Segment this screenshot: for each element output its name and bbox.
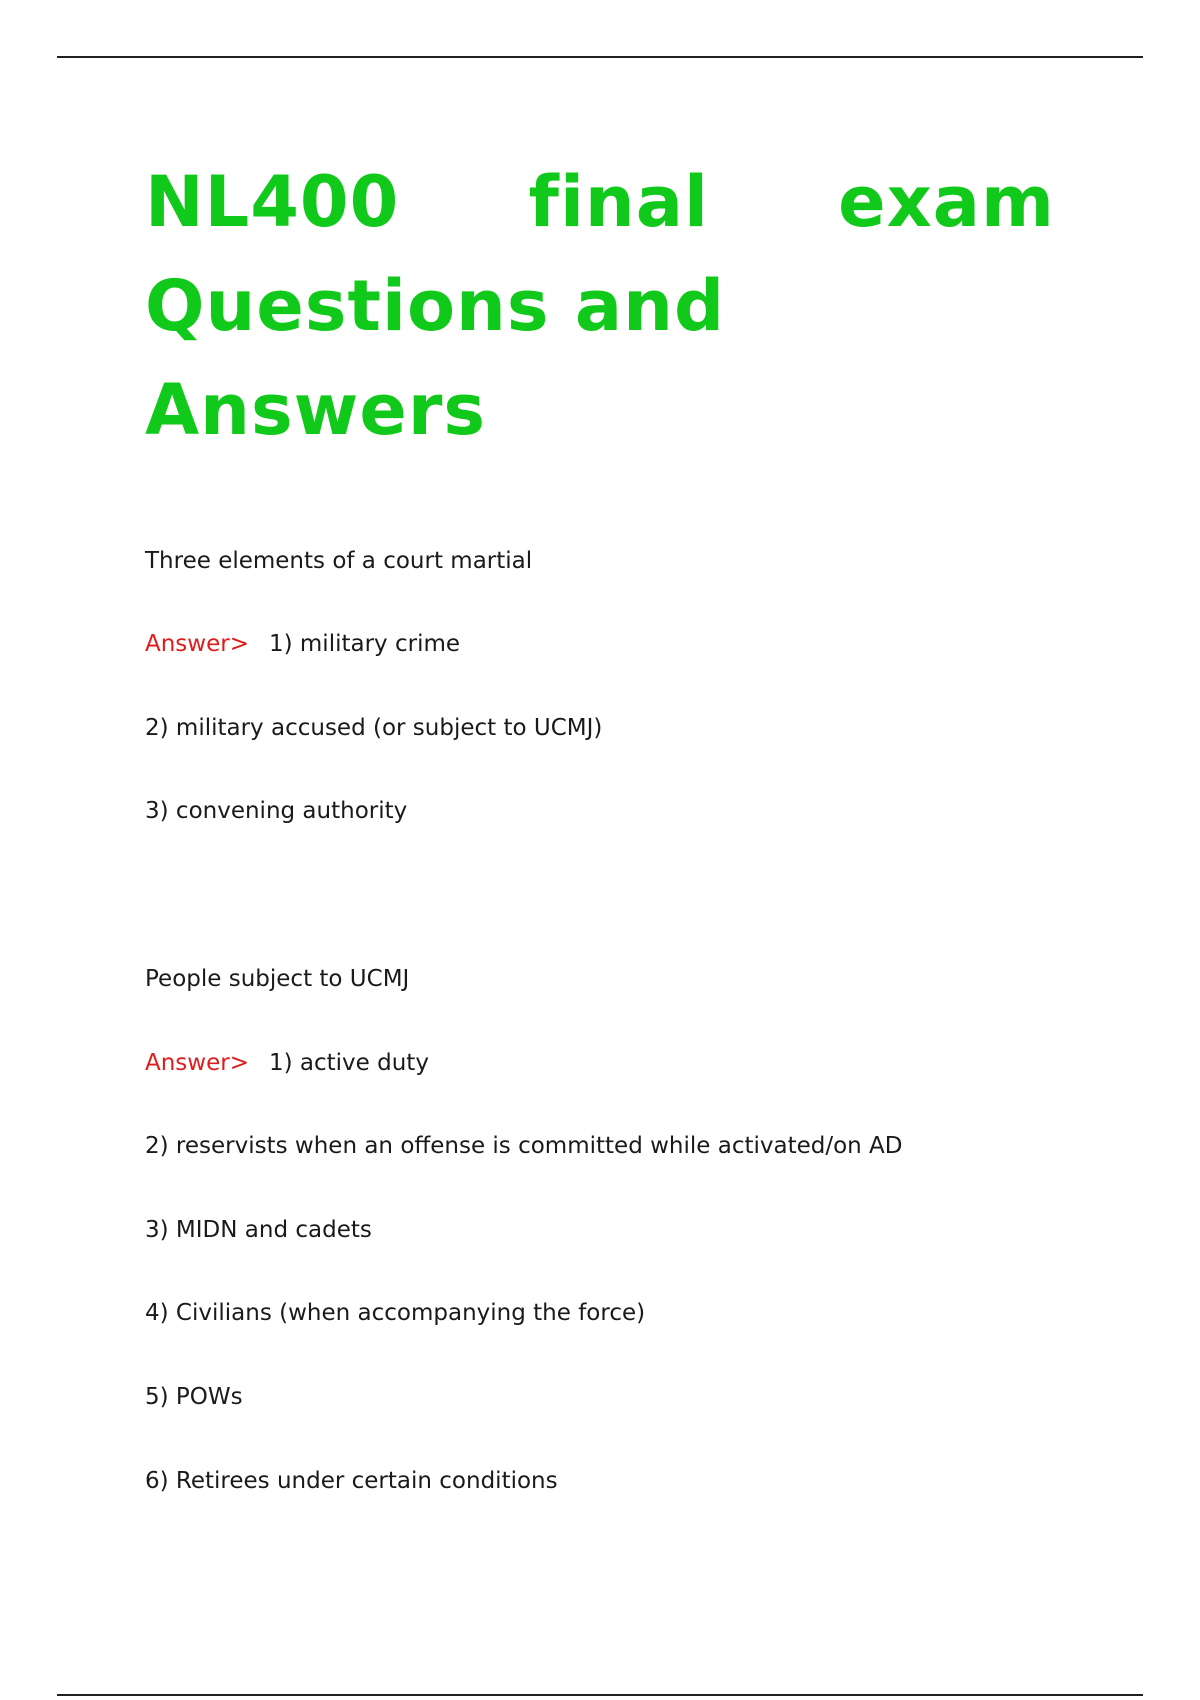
- answer-item: 6) Retirees under certain conditions: [145, 1468, 558, 1494]
- answer-text: 1) military crime: [268, 631, 461, 657]
- document-title: [145, 150, 1055, 462]
- answer-line: [145, 630, 460, 658]
- answer-item: 2) reservists when an offense is committed while activated/on AD: [145, 1133, 903, 1159]
- answer-item: 5) POWs: [145, 1384, 243, 1410]
- answer-marker: Answer>: [145, 631, 249, 657]
- title-line-1: [145, 150, 1055, 254]
- question-text: People subject to UCMJ: [145, 966, 410, 992]
- question-text: Three elements of a court martial: [145, 548, 533, 574]
- answer-line: [145, 1049, 429, 1077]
- answer-text: 1) active duty: [268, 1050, 429, 1076]
- answer-item: 3) MIDN and cadets: [145, 1217, 372, 1243]
- title-line-2: Questions and Answers: [145, 265, 726, 451]
- answer-item: 3) convening authority: [145, 798, 408, 824]
- bottom-rule: [57, 1694, 1143, 1696]
- answer-item: 4) Civilians (when accompanying the force): [145, 1300, 646, 1326]
- answer-item: 2) military accused (or subject to UCMJ): [145, 715, 603, 741]
- title-word: NL400: [145, 161, 400, 243]
- title-word: exam: [838, 161, 1055, 243]
- top-rule: [57, 56, 1143, 58]
- title-word: final: [528, 161, 709, 243]
- answer-marker: Answer>: [145, 1050, 249, 1076]
